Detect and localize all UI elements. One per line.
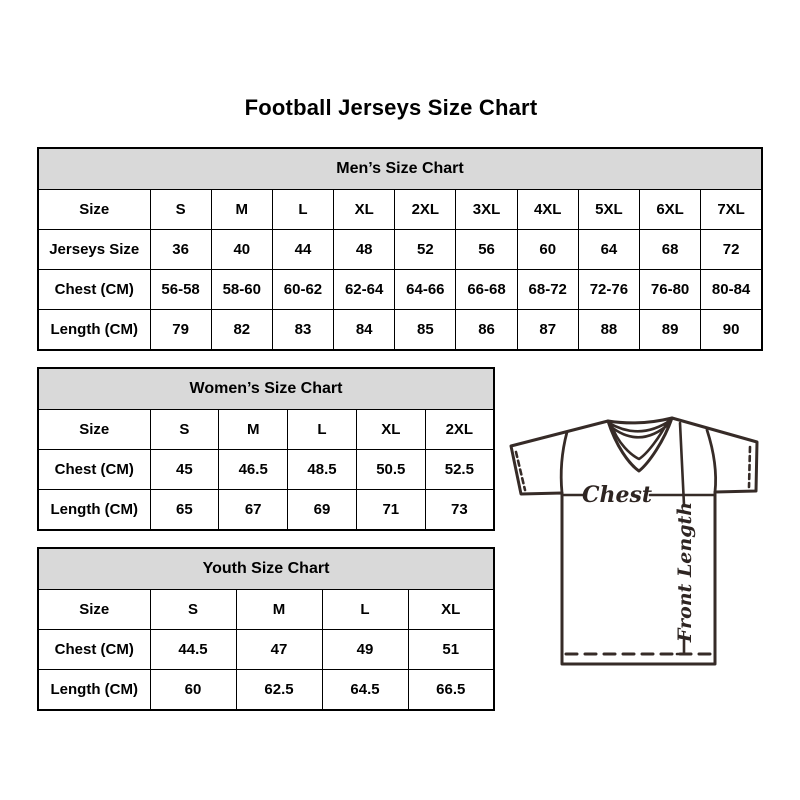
men-cell-r2c10: 80-84 xyxy=(701,270,762,310)
women-cell-r2c1: 65 xyxy=(150,490,219,531)
men-row-label-r3: Length (CM) xyxy=(38,310,150,351)
men-table-title: Men’s Size Chart xyxy=(38,148,762,190)
men-cell-r2c8: 72-76 xyxy=(578,270,639,310)
women-cell-r1c5: 52.5 xyxy=(425,450,494,490)
men-cell-r1c6: 56 xyxy=(456,230,517,270)
men-cell-r0c3: L xyxy=(272,190,333,230)
youth-row-label-r1: Chest (CM) xyxy=(38,630,150,670)
men-cell-r3c1: 79 xyxy=(150,310,211,351)
men-cell-r0c8: 5XL xyxy=(578,190,639,230)
youth-cell-r0c2: M xyxy=(236,590,322,630)
youth-cell-r2c1: 60 xyxy=(150,670,236,711)
women-table-row xyxy=(38,410,494,450)
men-cell-r3c9: 89 xyxy=(640,310,701,351)
youth-cell-r1c2: 47 xyxy=(236,630,322,670)
youth-cell-r2c2: 62.5 xyxy=(236,670,322,711)
men-cell-r0c6: 3XL xyxy=(456,190,517,230)
women-cell-r1c1: 45 xyxy=(150,450,219,490)
women-row-label-r1: Chest (CM) xyxy=(38,450,150,490)
men-cell-r2c6: 66-68 xyxy=(456,270,517,310)
youth-cell-r0c3: L xyxy=(322,590,408,630)
men-cell-r1c10: 72 xyxy=(701,230,762,270)
men-cell-r2c5: 64-66 xyxy=(395,270,456,310)
youth-cell-r2c3: 64.5 xyxy=(322,670,408,711)
men-table-row xyxy=(38,230,762,270)
men-row-label-r0: Size xyxy=(38,190,150,230)
men-row-label-r2: Chest (CM) xyxy=(38,270,150,310)
youth-cell-r2c4: 66.5 xyxy=(408,670,494,711)
women-row-label-r0: Size xyxy=(38,410,150,450)
women-cell-r1c4: 50.5 xyxy=(356,450,425,490)
men-cell-r0c7: 4XL xyxy=(517,190,578,230)
men-cell-r2c9: 76-80 xyxy=(640,270,701,310)
cuff-dashed-line-right xyxy=(749,447,750,487)
men-cell-r3c6: 86 xyxy=(456,310,517,351)
men-table-grid xyxy=(37,147,763,351)
men-cell-r1c4: 48 xyxy=(334,230,395,270)
men-cell-r3c5: 85 xyxy=(395,310,456,351)
youth-size-table xyxy=(37,547,495,711)
men-cell-r1c3: 44 xyxy=(272,230,333,270)
youth-cell-r1c3: 49 xyxy=(322,630,408,670)
youth-table-row xyxy=(38,630,494,670)
women-table-row xyxy=(38,450,494,490)
youth-row-label-r2: Length (CM) xyxy=(38,670,150,711)
women-table-title: Women’s Size Chart xyxy=(38,368,494,410)
youth-table-row xyxy=(38,670,494,711)
youth-table-grid xyxy=(37,547,495,711)
women-cell-r0c1: S xyxy=(150,410,219,450)
men-table-row xyxy=(38,190,762,230)
women-cell-r0c2: M xyxy=(219,410,288,450)
men-cell-r3c7: 87 xyxy=(517,310,578,351)
men-cell-r3c10: 90 xyxy=(701,310,762,351)
men-cell-r2c1: 56-58 xyxy=(150,270,211,310)
men-cell-r1c2: 40 xyxy=(211,230,272,270)
women-row-label-r2: Length (CM) xyxy=(38,490,150,531)
chest-measure-label: Chest xyxy=(581,482,653,508)
youth-cell-r0c1: S xyxy=(150,590,236,630)
men-cell-r0c1: S xyxy=(150,190,211,230)
women-cell-r0c5: 2XL xyxy=(425,410,494,450)
men-cell-r2c2: 58-60 xyxy=(211,270,272,310)
youth-cell-r1c1: 44.5 xyxy=(150,630,236,670)
women-cell-r1c2: 46.5 xyxy=(219,450,288,490)
men-table-row xyxy=(38,270,762,310)
women-cell-r2c2: 67 xyxy=(219,490,288,531)
women-table-row xyxy=(38,490,494,531)
men-cell-r1c1: 36 xyxy=(150,230,211,270)
armhole-seam-right xyxy=(707,430,716,492)
men-cell-r1c9: 68 xyxy=(640,230,701,270)
men-cell-r1c8: 64 xyxy=(578,230,639,270)
men-cell-r0c5: 2XL xyxy=(395,190,456,230)
mens-size-table xyxy=(37,147,763,351)
women-cell-r1c3: 48.5 xyxy=(288,450,357,490)
collar-top-edge xyxy=(608,418,672,423)
men-cell-r2c4: 62-64 xyxy=(334,270,395,310)
men-cell-r0c10: 7XL xyxy=(701,190,762,230)
men-cell-r3c2: 82 xyxy=(211,310,272,351)
men-cell-r0c2: M xyxy=(211,190,272,230)
women-cell-r0c3: L xyxy=(288,410,357,450)
men-cell-r3c8: 88 xyxy=(578,310,639,351)
men-cell-r1c7: 60 xyxy=(517,230,578,270)
front-length-measure-label: Front Length xyxy=(674,501,696,643)
women-table-grid xyxy=(37,367,495,531)
jersey-measurement-diagram xyxy=(505,402,775,692)
men-table-row xyxy=(38,310,762,351)
youth-table-row xyxy=(38,590,494,630)
women-cell-r0c4: XL xyxy=(356,410,425,450)
armhole-seam-left xyxy=(561,432,567,493)
men-row-label-r1: Jerseys Size xyxy=(38,230,150,270)
womens-size-table xyxy=(37,367,495,531)
youth-table-title: Youth Size Chart xyxy=(38,548,494,590)
men-cell-r1c5: 52 xyxy=(395,230,456,270)
men-cell-r3c3: 83 xyxy=(272,310,333,351)
men-cell-r0c4: XL xyxy=(334,190,395,230)
men-cell-r2c3: 60-62 xyxy=(272,270,333,310)
men-cell-r3c4: 84 xyxy=(334,310,395,351)
youth-cell-r0c4: XL xyxy=(408,590,494,630)
women-cell-r2c5: 73 xyxy=(425,490,494,531)
men-cell-r2c7: 68-72 xyxy=(517,270,578,310)
youth-cell-r1c4: 51 xyxy=(408,630,494,670)
women-cell-r2c3: 69 xyxy=(288,490,357,531)
youth-row-label-r0: Size xyxy=(38,590,150,630)
page-title: Football Jerseys Size Chart xyxy=(244,95,538,120)
women-cell-r2c4: 71 xyxy=(356,490,425,531)
men-cell-r0c9: 6XL xyxy=(640,190,701,230)
